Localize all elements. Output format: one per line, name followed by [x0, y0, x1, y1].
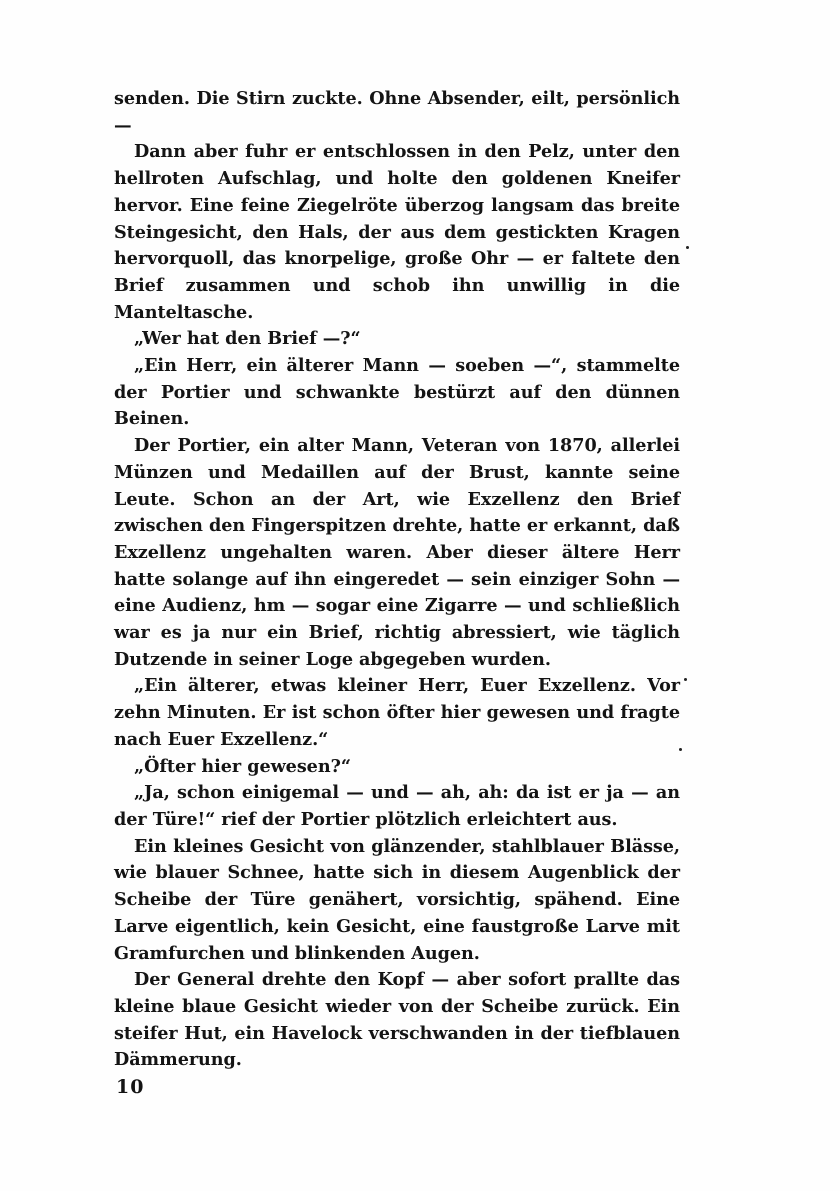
page-number: 10: [116, 1076, 145, 1098]
paragraph: „Wer hat den Brief —?“: [134, 328, 361, 350]
paragraph: Der Portier, ein alter Mann, Veteran von 1870, allerlei Münzen und Medaillen auf der Brust, kannte seine Leute. Schon an der Art, wie Exzellenz den Brief zwischen den Fingerspitzen drehte, hatte er erkannt, daß Exzellenz ungehalten waren. Aber dieser ältere Herr hatte solange auf ihn eingeredet — sein einziger Sohn — eine Audienz, hm — sogar eine Zigarre — und schließlich war es ja nur ein Brief, richtig abressiert, wie täglich Dutzende in seiner Loge abgegeben wurden.: [114, 435, 680, 670]
paragraph: Der General drehte den Kopf — aber sofort prallte das kleine blaue Gesicht wieder von der Scheibe zurück. Ein steifer Hut, ein Havelock verschwanden in der tiefblauen Dämmerung.: [114, 969, 680, 1071]
paragraph: senden. Die Stirn zuckte. Ohne Absender, eilt, persönlich —: [114, 88, 680, 136]
paragraph: „Öfter hier gewesen?“: [134, 755, 351, 777]
print-speck: [686, 246, 689, 249]
paragraph: „Ein Herr, ein älterer Mann — soeben —“, stammelte der Portier und schwankte bestürzt auf den dünnen Beinen.: [114, 355, 680, 430]
print-speck: [684, 678, 687, 681]
paragraph: „Ja, schon einigemal — und — ah, ah: da ist er ja — an der Türe!“ rief der Portier plötzlich erleichtert aus.: [114, 782, 680, 830]
paragraph: Dann aber fuhr er entschlossen in den Pelz, unter den hellroten Aufschlag, und holte den goldenen Kneifer hervor. Eine feine Ziegelröte überzog langsam das breite Steingesicht, den Hals, der aus dem gestickten Kragen hervorquoll, das knorpelige, große Ohr — er faltete den Brief zusammen und schob ihn unwillig in die Manteltasche.: [114, 141, 680, 323]
print-speck: [679, 748, 682, 751]
paragraph: Ein kleines Gesicht von glänzender, stahlblauer Blässe, wie blauer Schnee, hatte sich in diesem Augenblick der Scheibe der Türe genähert, vorsichtig, spähend. Eine Larve eigentlich, kein Gesicht, eine faustgroße Larve mit Gramfurchen und blinkenden Augen.: [114, 835, 680, 964]
paragraph: „Ein älterer, etwas kleiner Herr, Euer Exzellenz. Vor zehn Minuten. Er ist schon öfter hier gewesen und fragte nach Euer Exzellenz.“: [114, 675, 680, 750]
body-text: [114, 86, 680, 1074]
